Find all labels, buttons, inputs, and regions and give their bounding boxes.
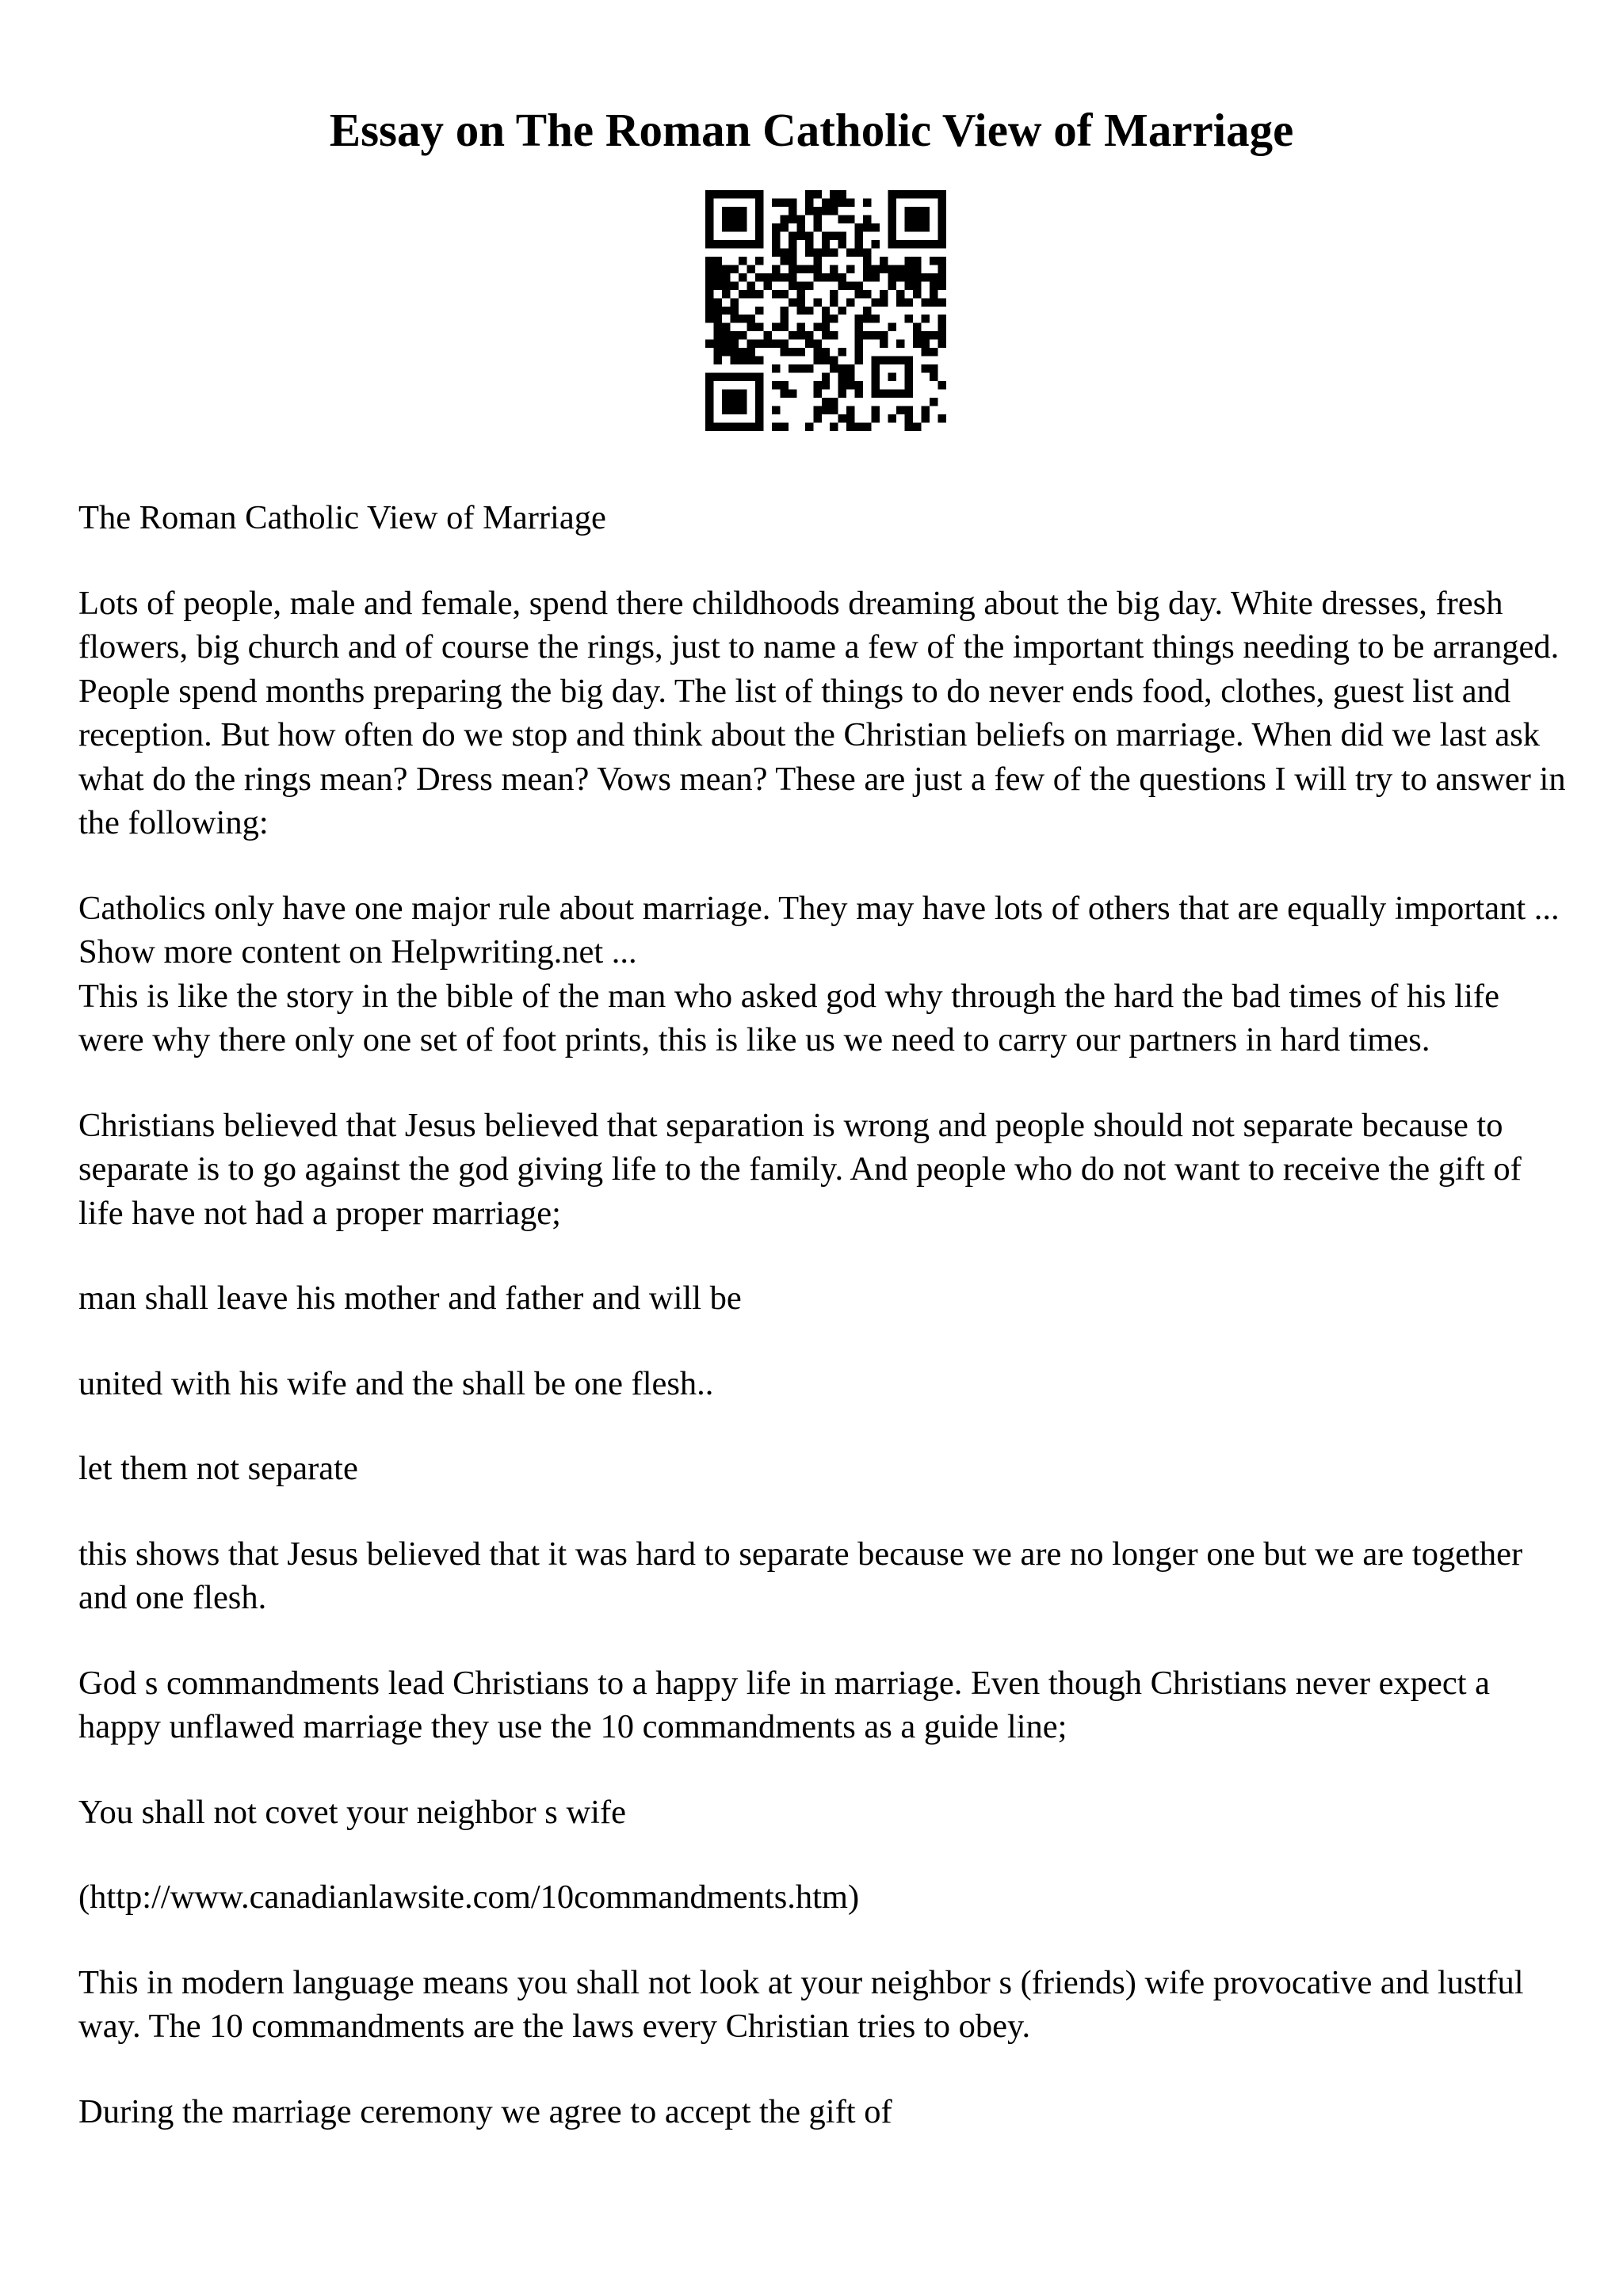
document-title: Essay on The Roman Catholic View of Marriage <box>329 104 1294 156</box>
paragraph: united with his wife and the shall be one flesh.. <box>78 1364 714 1402</box>
essay-body <box>78 496 1568 2175</box>
paragraph: This in modern language means you shall not look at your neighbor s (friends) wife provocative and lustful way. The 10 commandments are the laws every Christian tries to obey. <box>78 1963 1524 2045</box>
paragraph: Lots of people, male and female, spend there childhoods dreaming about the big day. White dresses, fresh flowers, big church and of course the rings, just to name a few of the important things needing to be arranged. People spend months preparing the big day. The list of things to do never ends food, clothes, guest list and reception. But how often do we stop and think about the Christian beliefs on marriage. When did we last ask what do the rings mean? Dress mean? Vows mean? These are just a few of the questions I will try to answer in the following: <box>78 584 1566 841</box>
paragraph: let them not separate <box>78 1450 358 1487</box>
paragraph: Catholics only have one major rule about marriage. They may have lots of others that are equally important ... Show more content on Helpwriting.net ... <box>78 889 1560 971</box>
paragraph: (http://www.canadianlawsite.com/10commandments.htm) <box>78 1878 860 1916</box>
qr-code-image <box>705 190 946 431</box>
paragraph: man shall leave his mother and father and will be <box>78 1280 742 1317</box>
paragraph: This is like the story in the bible of the man who asked god why through the hard the bad times of his life were why there only one set of foot prints, this is like us we need to carry our partners in hard times. <box>78 977 1499 1058</box>
paragraph: this shows that Jesus believed that it was hard to separate because we are no longer one but we are together and one flesh. <box>78 1535 1523 1616</box>
paragraph: God s commandments lead Christians to a happy life in marriage. Even though Christians never expect a happy unflawed marriage they use the 10 commandments as a guide line; <box>78 1664 1490 1745</box>
paragraph: Christians believed that Jesus believed that separation is wrong and people should not separate because to separate is to go against the god giving life to the family. And people who do not want to receive the gift of life have not had a proper marriage; <box>78 1106 1522 1232</box>
paragraph: You shall not covet your neighbor s wife <box>78 1793 626 1831</box>
essay-subtitle: The Roman Catholic View of Marriage <box>78 499 606 536</box>
paragraph: During the marriage ceremony we agree to accept the gift of <box>78 2092 892 2130</box>
